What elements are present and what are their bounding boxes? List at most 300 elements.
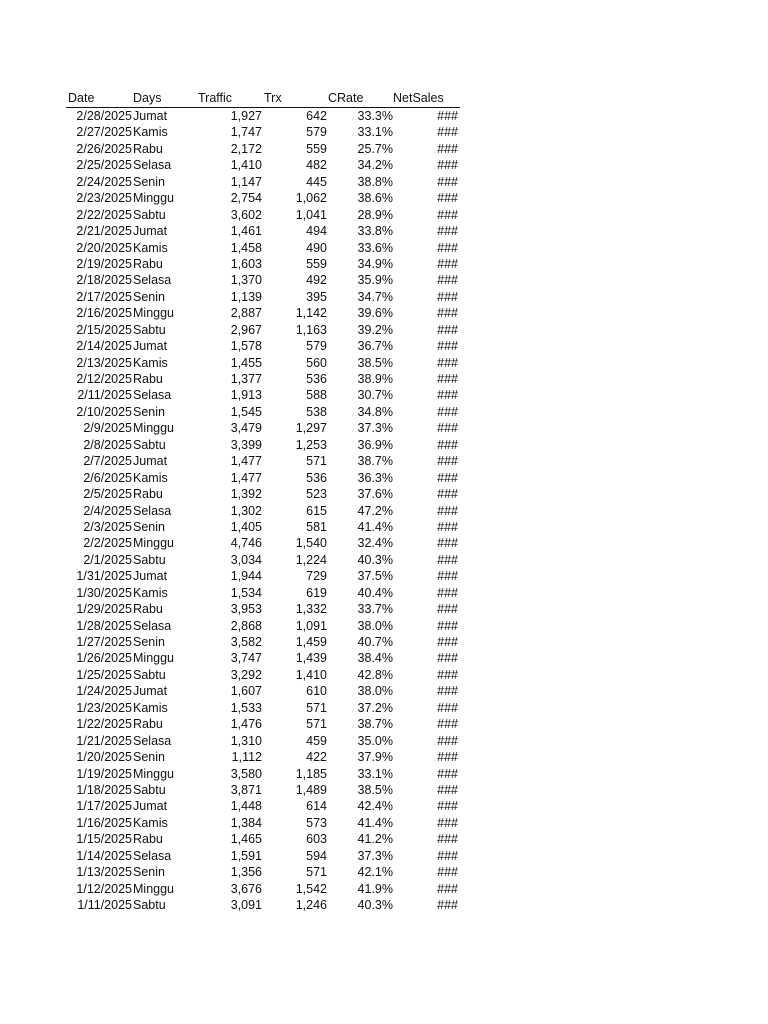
netsales-cell[interactable]: ### (437, 240, 458, 255)
traffic-cell[interactable]: 1,944 (230, 569, 262, 584)
date-cell[interactable]: 2/27/2025 (76, 125, 132, 140)
crate-cell[interactable]: 39.2% (357, 322, 393, 337)
traffic-cell[interactable]: 1,448 (230, 799, 262, 814)
netsales-cell[interactable]: ### (437, 404, 458, 419)
trx-cell[interactable]: 1,246 (295, 898, 327, 912)
trx-cell[interactable]: 614 (306, 799, 327, 814)
date-cell[interactable]: 2/17/2025 (76, 289, 132, 304)
trx-cell[interactable]: 1,062 (295, 191, 327, 206)
day-cell[interactable]: Selasa (133, 733, 172, 748)
netsales-cell[interactable]: ### (437, 898, 458, 912)
header-trx[interactable]: Trx (264, 91, 282, 105)
netsales-cell[interactable]: ### (437, 388, 458, 403)
date-cell[interactable]: 2/18/2025 (76, 273, 132, 288)
netsales-cell[interactable]: ### (437, 766, 458, 781)
day-cell[interactable]: Sabtu (133, 782, 166, 797)
day-cell[interactable]: Kamis (133, 585, 168, 600)
day-cell[interactable]: Jumat (133, 339, 168, 354)
day-cell[interactable]: Selasa (133, 158, 172, 173)
day-cell[interactable]: Jumat (133, 109, 168, 123)
date-cell[interactable]: 2/26/2025 (76, 141, 132, 156)
netsales-cell[interactable]: ### (437, 536, 458, 551)
crate-cell[interactable]: 33.8% (357, 224, 393, 239)
date-cell[interactable]: 2/6/2025 (83, 470, 132, 485)
day-cell[interactable]: Minggu (133, 766, 174, 781)
crate-cell[interactable]: 41.9% (357, 881, 393, 896)
trx-cell[interactable]: 494 (306, 224, 327, 239)
traffic-cell[interactable]: 3,676 (230, 881, 262, 896)
netsales-cell[interactable]: ### (437, 306, 458, 321)
netsales-cell[interactable]: ### (437, 684, 458, 699)
crate-cell[interactable]: 36.7% (357, 339, 393, 354)
day-cell[interactable]: Selasa (133, 848, 172, 863)
crate-cell[interactable]: 38.5% (357, 355, 393, 370)
date-cell[interactable]: 1/21/2025 (76, 733, 132, 748)
trx-cell[interactable]: 1,185 (295, 766, 327, 781)
crate-cell[interactable]: 38.9% (357, 372, 393, 386)
date-cell[interactable]: 1/30/2025 (76, 585, 132, 600)
trx-cell[interactable]: 1,224 (295, 552, 327, 567)
trx-cell[interactable]: 1,540 (295, 536, 327, 551)
traffic-cell[interactable]: 1,405 (230, 519, 262, 534)
trx-cell[interactable]: 1,542 (295, 881, 327, 896)
trx-cell[interactable]: 1,459 (295, 635, 327, 649)
traffic-cell[interactable]: 1,458 (230, 240, 262, 255)
day-cell[interactable]: Rabu (133, 717, 163, 732)
netsales-cell[interactable]: ### (437, 322, 458, 337)
trx-cell[interactable]: 560 (306, 355, 327, 370)
date-cell[interactable]: 1/15/2025 (76, 832, 132, 847)
day-cell[interactable]: Kamis (133, 240, 168, 255)
netsales-cell[interactable]: ### (437, 487, 458, 502)
trx-cell[interactable]: 642 (306, 109, 327, 123)
traffic-cell[interactable]: 1,534 (230, 585, 262, 600)
crate-cell[interactable]: 32.4% (357, 536, 393, 551)
trx-cell[interactable]: 588 (306, 388, 327, 403)
date-cell[interactable]: 1/29/2025 (76, 602, 132, 617)
crate-cell[interactable]: 33.6% (357, 240, 393, 255)
traffic-cell[interactable]: 3,091 (230, 898, 262, 912)
crate-cell[interactable]: 38.0% (357, 684, 393, 699)
traffic-cell[interactable]: 1,533 (230, 700, 262, 715)
crate-cell[interactable]: 36.9% (357, 437, 393, 452)
date-cell[interactable]: 1/26/2025 (76, 651, 132, 666)
crate-cell[interactable]: 40.3% (357, 552, 393, 567)
netsales-cell[interactable]: ### (437, 289, 458, 304)
traffic-cell[interactable]: 1,392 (230, 487, 262, 502)
day-cell[interactable]: Senin (133, 865, 165, 880)
header-traffic[interactable]: Traffic (198, 91, 233, 105)
day-cell[interactable]: Minggu (133, 536, 174, 551)
date-cell[interactable]: 2/10/2025 (76, 404, 132, 419)
crate-cell[interactable]: 33.1% (357, 125, 393, 140)
day-cell[interactable]: Sabtu (133, 898, 166, 912)
day-cell[interactable]: Senin (133, 404, 165, 419)
trx-cell[interactable]: 492 (306, 273, 327, 288)
trx-cell[interactable]: 536 (306, 372, 327, 386)
day-cell[interactable]: Senin (133, 750, 165, 765)
trx-cell[interactable]: 579 (306, 125, 327, 140)
crate-cell[interactable]: 25.7% (357, 141, 393, 156)
day-cell[interactable]: Selasa (133, 618, 172, 633)
traffic-cell[interactable]: 3,953 (230, 602, 262, 617)
crate-cell[interactable]: 35.9% (357, 273, 393, 288)
netsales-cell[interactable]: ### (437, 191, 458, 206)
crate-cell[interactable]: 42.8% (357, 667, 393, 682)
traffic-cell[interactable]: 4,746 (230, 536, 262, 551)
date-cell[interactable]: 1/28/2025 (76, 618, 132, 633)
date-cell[interactable]: 2/14/2025 (76, 339, 132, 354)
trx-cell[interactable]: 536 (306, 470, 327, 485)
day-cell[interactable]: Rabu (133, 372, 163, 386)
netsales-cell[interactable]: ### (437, 717, 458, 732)
trx-cell[interactable]: 1,253 (295, 437, 327, 452)
trx-cell[interactable]: 1,163 (295, 322, 327, 337)
traffic-cell[interactable]: 1,545 (230, 404, 262, 419)
day-cell[interactable]: Rabu (133, 141, 163, 156)
trx-cell[interactable]: 1,142 (295, 306, 327, 321)
netsales-cell[interactable]: ### (437, 602, 458, 617)
crate-cell[interactable]: 33.3% (357, 109, 393, 123)
trx-cell[interactable]: 571 (306, 700, 327, 715)
netsales-cell[interactable]: ### (437, 799, 458, 814)
day-cell[interactable]: Rabu (133, 487, 163, 502)
trx-cell[interactable]: 482 (306, 158, 327, 173)
crate-cell[interactable]: 33.7% (357, 602, 393, 617)
day-cell[interactable]: Sabtu (133, 322, 166, 337)
header-date[interactable]: Date (68, 91, 95, 105)
date-cell[interactable]: 1/19/2025 (76, 766, 132, 781)
day-cell[interactable]: Sabtu (133, 437, 166, 452)
traffic-cell[interactable]: 1,370 (230, 273, 262, 288)
trx-cell[interactable]: 594 (306, 848, 327, 863)
netsales-cell[interactable]: ### (437, 618, 458, 633)
crate-cell[interactable]: 37.3% (357, 848, 393, 863)
day-cell[interactable]: Sabtu (133, 667, 166, 682)
traffic-cell[interactable]: 1,377 (230, 372, 262, 386)
crate-cell[interactable]: 37.3% (357, 421, 393, 436)
day-cell[interactable]: Minggu (133, 421, 174, 436)
traffic-cell[interactable]: 3,747 (230, 651, 262, 666)
netsales-cell[interactable]: ### (437, 667, 458, 682)
traffic-cell[interactable]: 1,476 (230, 717, 262, 732)
crate-cell[interactable]: 41.2% (357, 832, 393, 847)
traffic-cell[interactable]: 3,292 (230, 667, 262, 682)
traffic-cell[interactable]: 1,603 (230, 256, 262, 271)
traffic-cell[interactable]: 3,602 (230, 207, 262, 222)
day-cell[interactable]: Sabtu (133, 207, 166, 222)
date-cell[interactable]: 2/2/2025 (83, 536, 132, 551)
netsales-cell[interactable]: ### (437, 125, 458, 140)
netsales-cell[interactable]: ### (437, 750, 458, 765)
day-cell[interactable]: Senin (133, 635, 165, 649)
trx-cell[interactable]: 459 (306, 733, 327, 748)
crate-cell[interactable]: 38.0% (357, 618, 393, 633)
day-cell[interactable]: Minggu (133, 191, 174, 206)
date-cell[interactable]: 2/15/2025 (76, 322, 132, 337)
netsales-cell[interactable]: ### (437, 651, 458, 666)
netsales-cell[interactable]: ### (437, 881, 458, 896)
day-cell[interactable]: Kamis (133, 470, 168, 485)
trx-cell[interactable]: 1,332 (295, 602, 327, 617)
trx-cell[interactable]: 581 (306, 519, 327, 534)
day-cell[interactable]: Senin (133, 174, 165, 189)
netsales-cell[interactable]: ### (437, 454, 458, 469)
netsales-cell[interactable]: ### (437, 569, 458, 584)
traffic-cell[interactable]: 3,580 (230, 766, 262, 781)
trx-cell[interactable]: 579 (306, 339, 327, 354)
crate-cell[interactable]: 34.2% (357, 158, 393, 173)
trx-cell[interactable]: 571 (306, 717, 327, 732)
crate-cell[interactable]: 28.9% (357, 207, 393, 222)
day-cell[interactable]: Selasa (133, 388, 172, 403)
date-cell[interactable]: 2/5/2025 (83, 487, 132, 502)
day-cell[interactable]: Rabu (133, 256, 163, 271)
trx-cell[interactable]: 523 (306, 487, 327, 502)
day-cell[interactable]: Minggu (133, 651, 174, 666)
netsales-cell[interactable]: ### (437, 848, 458, 863)
netsales-cell[interactable]: ### (437, 585, 458, 600)
date-cell[interactable]: 2/11/2025 (77, 388, 132, 403)
netsales-cell[interactable]: ### (437, 109, 458, 123)
day-cell[interactable]: Rabu (133, 832, 163, 847)
netsales-cell[interactable]: ### (437, 339, 458, 354)
trx-cell[interactable]: 559 (306, 256, 327, 271)
header-netsales[interactable]: NetSales (393, 91, 444, 105)
date-cell[interactable]: 2/21/2025 (76, 224, 132, 239)
crate-cell[interactable]: 37.6% (357, 487, 393, 502)
traffic-cell[interactable]: 1,461 (230, 224, 262, 239)
netsales-cell[interactable]: ### (437, 421, 458, 436)
date-cell[interactable]: 2/12/2025 (76, 372, 132, 386)
date-cell[interactable]: 1/24/2025 (76, 684, 132, 699)
trx-cell[interactable]: 619 (306, 585, 327, 600)
trx-cell[interactable]: 1,489 (295, 782, 327, 797)
trx-cell[interactable]: 729 (306, 569, 327, 584)
traffic-cell[interactable]: 3,034 (230, 552, 262, 567)
date-cell[interactable]: 1/17/2025 (76, 799, 132, 814)
day-cell[interactable]: Kamis (133, 125, 168, 140)
date-cell[interactable]: 1/11/2025 (77, 898, 132, 912)
traffic-cell[interactable]: 1,410 (230, 158, 262, 173)
traffic-cell[interactable]: 1,477 (230, 454, 262, 469)
trx-cell[interactable]: 1,091 (295, 618, 327, 633)
day-cell[interactable]: Selasa (133, 273, 172, 288)
netsales-cell[interactable]: ### (437, 782, 458, 797)
trx-cell[interactable]: 610 (306, 684, 327, 699)
date-cell[interactable]: 2/24/2025 (76, 174, 132, 189)
traffic-cell[interactable]: 1,591 (230, 848, 262, 863)
traffic-cell[interactable]: 1,356 (230, 865, 262, 880)
traffic-cell[interactable]: 3,479 (230, 421, 262, 436)
netsales-cell[interactable]: ### (437, 207, 458, 222)
traffic-cell[interactable]: 1,607 (230, 684, 262, 699)
date-cell[interactable]: 1/27/2025 (76, 635, 132, 649)
netsales-cell[interactable]: ### (437, 519, 458, 534)
traffic-cell[interactable]: 1,384 (230, 815, 262, 830)
trx-cell[interactable]: 573 (306, 815, 327, 830)
traffic-cell[interactable]: 1,139 (230, 289, 262, 304)
netsales-cell[interactable]: ### (437, 470, 458, 485)
crate-cell[interactable]: 36.3% (357, 470, 393, 485)
netsales-cell[interactable]: ### (437, 174, 458, 189)
netsales-cell[interactable]: ### (437, 700, 458, 715)
netsales-cell[interactable]: ### (437, 437, 458, 452)
crate-cell[interactable]: 39.6% (357, 306, 393, 321)
date-cell[interactable]: 1/25/2025 (76, 667, 132, 682)
netsales-cell[interactable]: ### (437, 372, 458, 386)
date-cell[interactable]: 2/25/2025 (76, 158, 132, 173)
traffic-cell[interactable]: 2,967 (230, 322, 262, 337)
date-cell[interactable]: 2/8/2025 (83, 437, 132, 452)
trx-cell[interactable]: 422 (306, 750, 327, 765)
traffic-cell[interactable]: 3,399 (230, 437, 262, 452)
crate-cell[interactable]: 40.3% (357, 898, 393, 912)
traffic-cell[interactable]: 1,147 (230, 174, 262, 189)
trx-cell[interactable]: 490 (306, 240, 327, 255)
date-cell[interactable]: 2/3/2025 (83, 519, 132, 534)
netsales-cell[interactable]: ### (437, 503, 458, 518)
crate-cell[interactable]: 34.9% (357, 256, 393, 271)
netsales-cell[interactable]: ### (437, 273, 458, 288)
crate-cell[interactable]: 42.1% (357, 865, 393, 880)
traffic-cell[interactable]: 1,465 (230, 832, 262, 847)
header-crate[interactable]: CRate (328, 91, 364, 105)
netsales-cell[interactable]: ### (437, 141, 458, 156)
date-cell[interactable]: 2/22/2025 (76, 207, 132, 222)
traffic-cell[interactable]: 2,868 (230, 618, 262, 633)
trx-cell[interactable]: 1,410 (295, 667, 327, 682)
crate-cell[interactable]: 37.5% (357, 569, 393, 584)
crate-cell[interactable]: 42.4% (357, 799, 393, 814)
crate-cell[interactable]: 30.7% (357, 388, 393, 403)
date-cell[interactable]: 1/16/2025 (76, 815, 132, 830)
netsales-cell[interactable]: ### (437, 815, 458, 830)
date-cell[interactable]: 2/9/2025 (83, 421, 132, 436)
netsales-cell[interactable]: ### (437, 256, 458, 271)
netsales-cell[interactable]: ### (437, 635, 458, 649)
trx-cell[interactable]: 603 (306, 832, 327, 847)
crate-cell[interactable]: 33.1% (357, 766, 393, 781)
day-cell[interactable]: Jumat (133, 224, 168, 239)
date-cell[interactable]: 2/19/2025 (76, 256, 132, 271)
date-cell[interactable]: 2/4/2025 (83, 503, 132, 518)
day-cell[interactable]: Rabu (133, 602, 163, 617)
date-cell[interactable]: 2/20/2025 (76, 240, 132, 255)
trx-cell[interactable]: 1,297 (295, 421, 327, 436)
day-cell[interactable]: Jumat (133, 454, 168, 469)
date-cell[interactable]: 1/20/2025 (76, 750, 132, 765)
date-cell[interactable]: 1/23/2025 (76, 700, 132, 715)
trx-cell[interactable]: 538 (306, 404, 327, 419)
traffic-cell[interactable]: 1,747 (230, 125, 262, 140)
traffic-cell[interactable]: 1,455 (230, 355, 262, 370)
netsales-cell[interactable]: ### (437, 832, 458, 847)
day-cell[interactable]: Senin (133, 289, 165, 304)
day-cell[interactable]: Kamis (133, 815, 168, 830)
date-cell[interactable]: 1/18/2025 (76, 782, 132, 797)
date-cell[interactable]: 1/13/2025 (76, 865, 132, 880)
traffic-cell[interactable]: 1,927 (230, 109, 262, 123)
date-cell[interactable]: 1/12/2025 (76, 881, 132, 896)
trx-cell[interactable]: 615 (306, 503, 327, 518)
date-cell[interactable]: 2/16/2025 (76, 306, 132, 321)
date-cell[interactable]: 1/22/2025 (76, 717, 132, 732)
day-cell[interactable]: Jumat (133, 684, 168, 699)
crate-cell[interactable]: 35.0% (357, 733, 393, 748)
crate-cell[interactable]: 34.7% (357, 289, 393, 304)
crate-cell[interactable]: 38.6% (357, 191, 393, 206)
traffic-cell[interactable]: 2,754 (230, 191, 262, 206)
traffic-cell[interactable]: 1,913 (230, 388, 262, 403)
day-cell[interactable]: Jumat (133, 799, 168, 814)
crate-cell[interactable]: 37.9% (357, 750, 393, 765)
trx-cell[interactable]: 559 (306, 141, 327, 156)
crate-cell[interactable]: 37.2% (357, 700, 393, 715)
traffic-cell[interactable]: 1,578 (230, 339, 262, 354)
crate-cell[interactable]: 38.8% (357, 174, 393, 189)
day-cell[interactable]: Kamis (133, 355, 168, 370)
crate-cell[interactable]: 41.4% (357, 815, 393, 830)
netsales-cell[interactable]: ### (437, 552, 458, 567)
traffic-cell[interactable]: 3,582 (230, 635, 262, 649)
date-cell[interactable]: 2/28/2025 (76, 109, 132, 123)
crate-cell[interactable]: 40.4% (357, 585, 393, 600)
date-cell[interactable]: 2/1/2025 (83, 552, 132, 567)
traffic-cell[interactable]: 2,172 (230, 141, 262, 156)
netsales-cell[interactable]: ### (437, 865, 458, 880)
traffic-cell[interactable]: 1,310 (230, 733, 262, 748)
crate-cell[interactable]: 40.7% (357, 635, 393, 649)
crate-cell[interactable]: 38.7% (357, 717, 393, 732)
trx-cell[interactable]: 571 (306, 865, 327, 880)
crate-cell[interactable]: 34.8% (357, 404, 393, 419)
trx-cell[interactable]: 1,041 (295, 207, 327, 222)
traffic-cell[interactable]: 3,871 (230, 782, 262, 797)
crate-cell[interactable]: 41.4% (357, 519, 393, 534)
day-cell[interactable]: Selasa (133, 503, 172, 518)
crate-cell[interactable]: 38.7% (357, 454, 393, 469)
date-cell[interactable]: 2/13/2025 (76, 355, 132, 370)
day-cell[interactable]: Minggu (133, 881, 174, 896)
trx-cell[interactable]: 445 (306, 174, 327, 189)
netsales-cell[interactable]: ### (437, 733, 458, 748)
crate-cell[interactable]: 47.2% (357, 503, 393, 518)
traffic-cell[interactable]: 1,302 (230, 503, 262, 518)
netsales-cell[interactable]: ### (437, 224, 458, 239)
trx-cell[interactable]: 571 (306, 454, 327, 469)
day-cell[interactable]: Jumat (133, 569, 168, 584)
date-cell[interactable]: 1/31/2025 (76, 569, 132, 584)
day-cell[interactable]: Kamis (133, 700, 168, 715)
header-days[interactable]: Days (133, 91, 162, 105)
date-cell[interactable]: 2/7/2025 (83, 454, 132, 469)
crate-cell[interactable]: 38.4% (357, 651, 393, 666)
crate-cell[interactable]: 38.5% (357, 782, 393, 797)
traffic-cell[interactable]: 1,477 (230, 470, 262, 485)
day-cell[interactable]: Senin (133, 519, 165, 534)
date-cell[interactable]: 1/14/2025 (76, 848, 132, 863)
netsales-cell[interactable]: ### (437, 158, 458, 173)
trx-cell[interactable]: 395 (306, 289, 327, 304)
netsales-cell[interactable]: ### (437, 355, 458, 370)
traffic-cell[interactable]: 1,112 (231, 750, 262, 765)
day-cell[interactable]: Minggu (133, 306, 174, 321)
day-cell[interactable]: Sabtu (133, 552, 166, 567)
traffic-cell[interactable]: 2,887 (230, 306, 262, 321)
trx-cell[interactable]: 1,439 (295, 651, 327, 666)
date-cell[interactable]: 2/23/2025 (76, 191, 132, 206)
